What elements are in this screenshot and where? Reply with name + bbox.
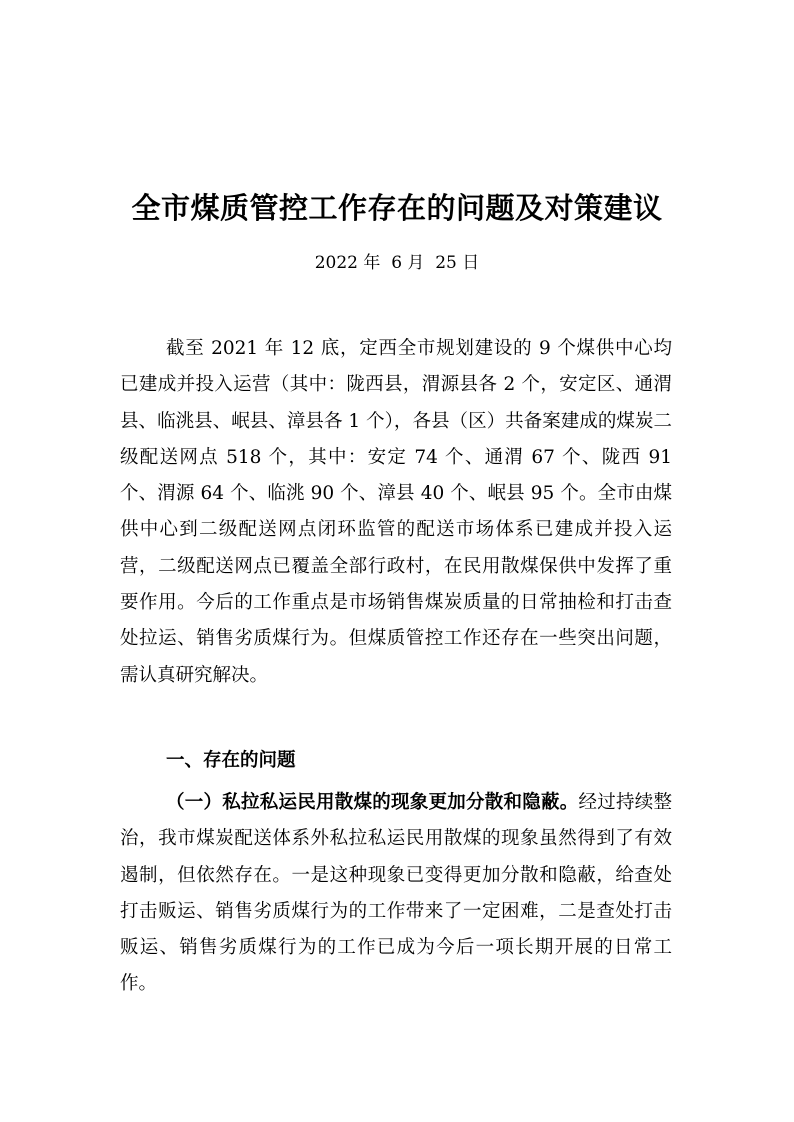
- body-paragraph-2-text: 经过持续整治，我市煤炭配送体系外私拉私运民用散煤的现象虽然得到了有效遏制，但依然存在。一是这种现象已变得更加分散和隐蔽，给查处打击贩运、销售劣质煤行为的工作带来了一定困难，二是查处打击贩运、销售劣质煤行为的工作已成为今后一项长期开展的日常工作。: [120, 792, 672, 995]
- body-paragraph-1: 截至 2021 年 12 底，定西全市规划建设的 9 个煤供中心均已建成并投入运营（其中：陇西县，渭源县各 2 个，安定区、通渭县、临洮县、岷县、漳县各 1 个），各县（区）共备案建成的煤炭二级配送网点 518 个，其中：安定 74 个、通渭 67 个、陇西 91 个、渭源 64 个、临洮 90 个、漳县 40 个、岷县 95 个。全市由煤供中心到二级配送网点闭环监管的配送市场体系已建成并投入运营，二级配送网点已覆盖全部行政村，在民用散煤保供中发挥了重要作用。今后的工作重点是市场销售煤炭质量的日常抽检和打击查处拉运、销售劣质煤行为。但煤质管控工作还存在一些突出问题，需认真研究解决。: [120, 338, 672, 686]
- document-title: 全市煤质管控工作存在的问题及对策建议: [131, 191, 663, 225]
- subsection-heading-1: （一）私拉私运民用散煤的现象更加分散和隐蔽。: [166, 792, 579, 813]
- document-date: 2022 年 6 月 25 日: [314, 253, 480, 273]
- section-heading-problems: 一、存在的问题: [166, 750, 296, 771]
- body-paragraph-2: [120, 785, 672, 1003]
